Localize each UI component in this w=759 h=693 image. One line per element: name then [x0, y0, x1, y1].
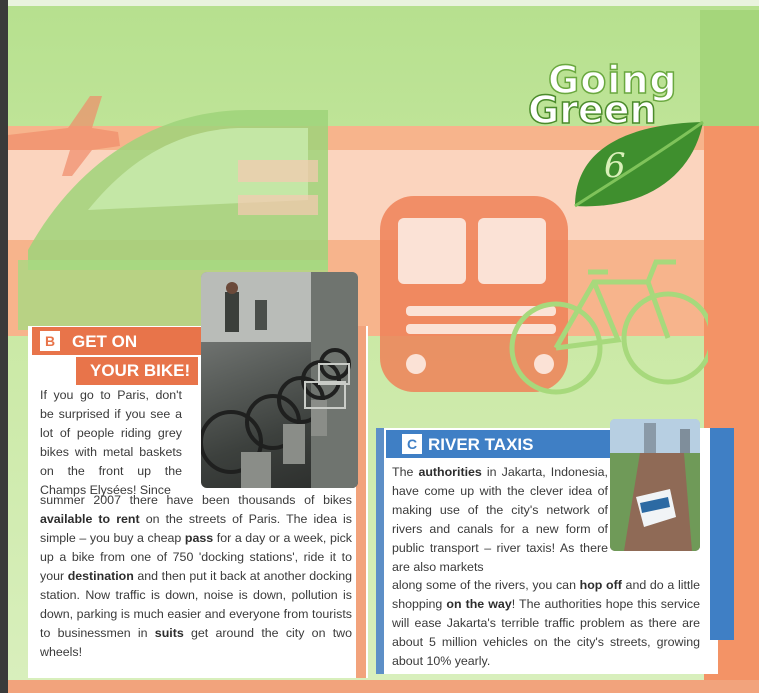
key-phrase: pass: [184, 531, 214, 545]
river-taxi-illustration: [610, 419, 700, 551]
text-run: The: [392, 465, 419, 479]
key-phrase: hop off: [579, 578, 622, 592]
text-run: on the streets of Paris. The idea is simple – you buy a cheap: [40, 512, 352, 545]
text-run: and then put it back at another docking station. Now traffic is down, noise is down, pollution is down, parking is much easier and everyone from tourists to businessmen in: [40, 569, 352, 640]
section-b-letter: B: [40, 331, 60, 351]
key-phrase: destination: [67, 569, 134, 583]
bike-photo: [201, 272, 358, 488]
text-run: ! The authorities hope this service will ease Jakarta's terrible traffic problem as there are about 5 million vehicles on the city's streets, growing about 10% yearly.: [392, 597, 700, 668]
text-run: for a day or a week, pick up a bike from one of 750 'docking stations', ride it to your: [40, 531, 352, 583]
text-run: along some of the rivers, you can: [392, 578, 580, 592]
section-c-text: [392, 576, 700, 671]
key-phrase: available to rent: [40, 512, 140, 526]
text-run: in Jakarta, Indonesia, have come up with the clever idea of making use of the city's network of rivers and canals for a new form of public transport – river taxis! As there are also markets: [392, 465, 608, 574]
bottom-bar: [8, 680, 759, 693]
key-phrase: on the way: [446, 597, 512, 611]
unit-number: 6: [604, 146, 626, 186]
section-b-heading-line1: GET ON: [72, 332, 138, 351]
leaf-icon: [565, 120, 705, 212]
text-run: get around the city on two wheels!: [40, 626, 353, 659]
key-phrase: authorities: [418, 465, 482, 479]
section-b-text-wrapped: If you go to Paris, don't be surprised if you see a lot of people riding grey bikes with metal baskets on the front up the Champs Elysées! Since: [40, 388, 182, 497]
text-run: and do a little shopping: [392, 578, 700, 611]
key-phrase: suits: [154, 626, 184, 640]
bus-graphic: [380, 196, 568, 392]
title-going: Going: [548, 58, 678, 102]
section-b-text: [40, 491, 352, 662]
section-c-heading: RIVER TAXIS: [428, 435, 534, 454]
title-green: Green: [528, 88, 657, 132]
section-c-border: [710, 428, 734, 640]
text-run: summer 2007 there have been thousands of bikes: [40, 493, 352, 507]
section-c-letter: C: [402, 434, 422, 454]
page-edge: [0, 0, 8, 693]
unit-title: [520, 58, 710, 208]
river-taxi-photo: [610, 419, 700, 551]
bike-rack-illustration: [201, 272, 358, 488]
section-b-heading-line2: YOUR BIKE!: [90, 361, 191, 380]
section-c-text-wrapped: [392, 463, 608, 577]
